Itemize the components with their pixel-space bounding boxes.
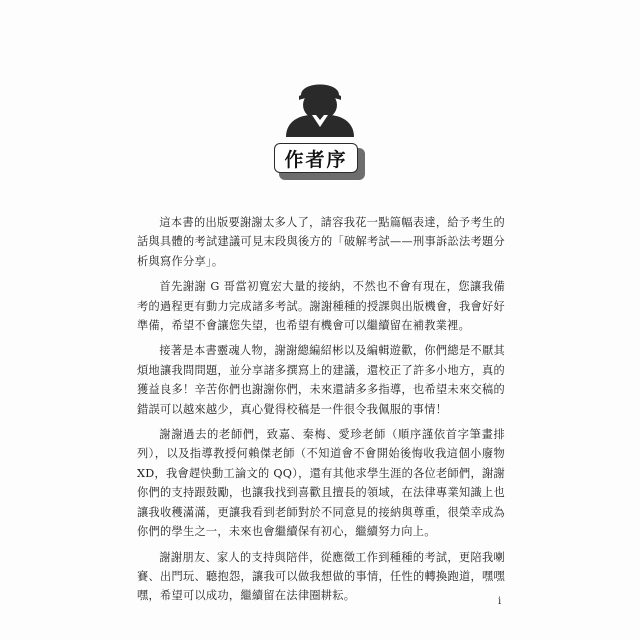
paragraph-1: 這本書的出版要謝謝太多人了，請容我花一點篇幅表達，給予考生的話與具體的考試建議可見末段與後方的「破解考試——刑事訴訟法考題分析與寫作分享」。 <box>137 216 505 268</box>
title-badge-box <box>274 143 358 173</box>
paragraph-5: 謝謝朋友、家人的支持與陪伴，從應徵工作到種種的考試，更陪我喇賽、出門玩、聽抱怨，讓我可以做我想做的事情，任性的轉換跑道，嘿嘿嘿，希望可以成功，繼續留在法律圈耕耘。 <box>137 550 505 603</box>
page-title: 作者序 <box>284 148 348 171</box>
paragraph-2: 首先謝謝 G 哥當初寬宏大量的接納，不然也不會有現在，您讓我備考的過程更有動力完成諸多考試。謝謝種種的授課與出版機會，我會好好準備，希望不會讓您失望，也希望有機會可以繼續留在補教業裡。 <box>137 280 505 333</box>
paragraph-3: 接著是本書靈魂人物，謝謝總編紹彬以及編輯遊歡，你們總是不厭其煩地讓我問問題，並分享諸多撰寫上的建議，還校正了許多小地方，真的獲益良多！辛苦你們也謝謝你們，未來還請多多指導，也希望未來交稿的錯誤可以越來越少，真心覺得校稿是一件很令我佩服的事情！ <box>137 344 505 416</box>
paragraph-4: 謝謝過去的老師們，致嘉、秦梅、愛珍老師（順序謹依首字筆畫排列），以及指導教授何賴傑老師（不知道會不會開始後悔收我這個小廢物 XD，我會趕快動工論文的 QQ），還有其他求學生涯的各位老師們，謝謝你們的支持跟鼓勵，也讓我找到喜歡且擅長的領域，在法律專業知識上也讓我收穫滿滿，更讓我看到老師對於不同意見的接納與尊重，很榮幸成為你們的學生之一，未來也會繼續保有初心，繼續努力向上。 <box>137 428 505 539</box>
title-badge <box>274 143 364 179</box>
page-number: i <box>498 596 502 607</box>
preface-body <box>137 213 505 612</box>
author-avatar-icon <box>282 73 358 137</box>
